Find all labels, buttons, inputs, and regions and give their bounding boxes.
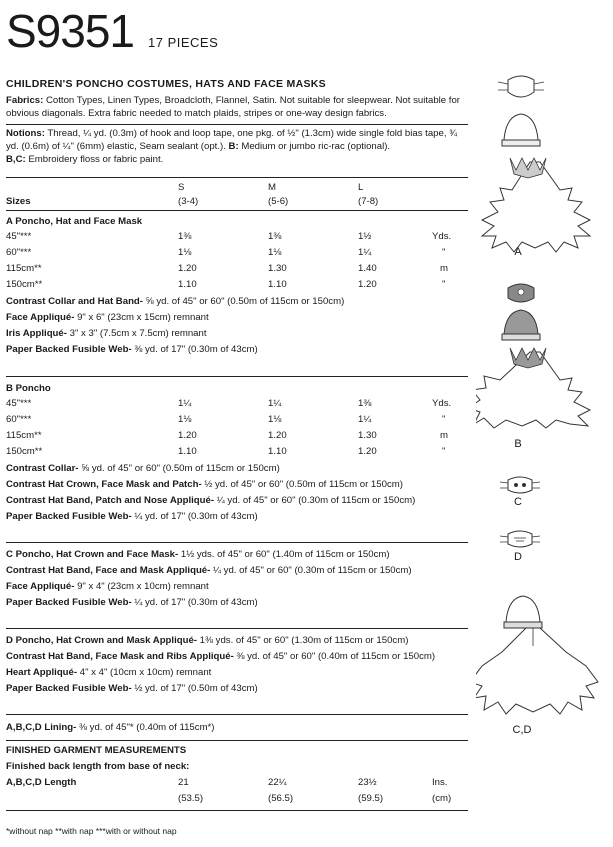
- width-cell: 115cm**: [6, 263, 42, 274]
- notions-paragraph: [6, 127, 468, 166]
- list-item: [6, 478, 476, 491]
- item-text: 4" x 4" (10cm x 10cm) remnant: [77, 667, 212, 678]
- list-item: [6, 462, 476, 475]
- table-row: [6, 792, 468, 805]
- pattern-title: CHILDREN'S PONCHO COSTUMES, HATS AND FACE MASKS: [6, 78, 326, 90]
- item-label: Contrast Hat Band, Patch and Nose Appliqué-: [6, 495, 215, 506]
- list-item: [6, 596, 476, 609]
- item-text: ½ yd. of 45" or 60" (0.50m of 115cm or 150cm): [201, 479, 403, 490]
- section-b-title-text: B Poncho: [6, 383, 51, 394]
- list-item: [6, 564, 476, 577]
- view-a-label: A: [514, 246, 522, 258]
- s-cell: (53.5): [178, 793, 204, 804]
- width-cell: 60"***: [6, 414, 32, 425]
- divider: [6, 542, 468, 543]
- width-cell: 45"***: [6, 231, 32, 242]
- item-text: ⅝ yd. of 45" or 60" (0.50m of 115cm or 150cm): [78, 463, 280, 474]
- item-label: Iris Appliqué-: [6, 328, 67, 339]
- size-m-range: (5-6): [268, 196, 289, 207]
- view-cd-label: C,D: [512, 724, 532, 736]
- m-cell: 1⅛: [268, 414, 282, 425]
- item-label: Heart Appliqué-: [6, 667, 78, 678]
- unit-cell: (cm): [432, 793, 452, 804]
- fabrics-text: Cotton Types, Linen Types, Broadcloth, Flannel, Satin. Not suitable for sleepwear. Not suitable for obvious diagonals. Extra fabric needed to match plaids, stripes or one-way design fabrics.: [6, 95, 461, 119]
- length-label: A,B,C,D Length: [6, 777, 77, 788]
- table-row: [6, 397, 468, 410]
- item-label: A,B,C,D Lining-: [6, 722, 77, 733]
- item-text: 9" x 4" (23cm x 10cm) remnant: [74, 581, 209, 592]
- item-text: ⅝ yd. of 45" or 60" (0.50m of 115cm or 150cm): [143, 296, 345, 307]
- list-item: [6, 580, 476, 593]
- size-s-range: (3-4): [178, 196, 199, 207]
- item-text: 1⅜ yds. of 45" or 60" (1.30m of 115cm or 150cm): [197, 635, 409, 646]
- sizes-letters-row: [6, 181, 468, 194]
- divider: [6, 628, 468, 629]
- item-text: ⅜ yd. of 45"* (0.40m of 115cm*): [76, 722, 215, 733]
- item-label: Contrast Hat Band, Face Mask and Ribs Appliqué-: [6, 651, 234, 662]
- fabrics-label: Fabrics:: [6, 95, 44, 106]
- unit-cell: ": [442, 446, 446, 457]
- size-l-range: (7-8): [358, 196, 379, 207]
- sizes-range-row: [6, 195, 468, 208]
- notions-text: Thread, ¼ yd. (0.3m) of hook and loop tape, one pkg. of ½" (1.3cm) wide single fold bias tape, ¾ yd. (0.6m) of ¼" (6mm) elastic, Seam sealant (opt.).: [6, 128, 458, 152]
- list-item: [6, 311, 476, 324]
- width-cell: 45"***: [6, 398, 32, 409]
- section-a-title: [6, 215, 468, 228]
- width-cell: 60"***: [6, 247, 32, 258]
- s-cell: 1⅛: [178, 247, 192, 258]
- m-cell: 1.30: [268, 263, 287, 274]
- list-item: [6, 548, 476, 561]
- divider: [6, 810, 468, 811]
- item-label: Contrast Collar-: [6, 463, 79, 474]
- table-row: [6, 278, 468, 291]
- table-row: [6, 413, 468, 426]
- section-a-title-text: A Poncho, Hat and Face Mask: [6, 216, 143, 227]
- item-text: ¼ yd. of 45" or 60" (0.30m of 115cm or 150cm): [214, 495, 416, 506]
- item-label: C Poncho, Hat Crown and Face Mask-: [6, 549, 179, 560]
- section-b-title: [6, 382, 468, 395]
- m-cell: 1.10: [268, 279, 287, 290]
- divider: [6, 177, 468, 178]
- view-c-mask-illustration: [498, 474, 548, 496]
- list-item: [6, 494, 476, 507]
- item-text: ¼ yd. of 17" (0.30m of 43cm): [131, 597, 258, 608]
- unit-cell: ": [442, 247, 446, 258]
- divider: [6, 124, 468, 125]
- divider: [6, 210, 468, 211]
- table-row: [6, 776, 468, 789]
- finished-subtitle: [6, 760, 476, 773]
- unit-cell: ": [442, 414, 446, 425]
- list-item: [6, 295, 476, 308]
- view-a-illustration: [476, 70, 613, 260]
- view-b-label: B: [514, 438, 522, 450]
- unit-cell: Ins.: [432, 777, 448, 788]
- item-text: ⅜ yd. of 17" (0.30m of 43cm): [131, 344, 258, 355]
- l-cell: 1.30: [358, 430, 377, 441]
- item-label: Paper Backed Fusible Web-: [6, 597, 132, 608]
- list-item: [6, 634, 476, 647]
- item-label: Face Appliqué-: [6, 312, 75, 323]
- item-label: Contrast Hat Crown, Face Mask and Patch-: [6, 479, 202, 490]
- view-b-illustration: [476, 280, 613, 430]
- item-text: ½ yd. of 17" (0.50m of 43cm): [131, 683, 258, 694]
- item-label: D Poncho, Hat Crown and Mask Appliqué-: [6, 635, 197, 646]
- item-text: 1½ yds. of 45" or 60" (1.40m of 115cm or 150cm): [178, 549, 390, 560]
- m-cell: 1¼: [268, 398, 282, 409]
- item-text: ¼ yd. of 17" (0.30m of 43cm): [131, 511, 258, 522]
- size-s: S: [178, 182, 185, 193]
- item-label: Paper Backed Fusible Web-: [6, 511, 132, 522]
- header: [6, 5, 219, 57]
- view-c-label: C: [514, 496, 522, 508]
- table-row: [6, 262, 468, 275]
- m-cell: 1⅜: [268, 231, 282, 242]
- l-cell: 1¼: [358, 414, 372, 425]
- l-cell: 1.20: [358, 446, 377, 457]
- sizes-label: Sizes: [6, 196, 31, 207]
- s-cell: 21: [178, 777, 189, 788]
- unit-cell: ": [442, 279, 446, 290]
- s-cell: 1.10: [178, 446, 197, 457]
- l-cell: 1⅜: [358, 398, 372, 409]
- table-row: [6, 429, 468, 442]
- s-cell: 1.10: [178, 279, 197, 290]
- pattern-number: S9351: [6, 5, 135, 57]
- notions-b-label: B:: [228, 141, 239, 152]
- item-label: Paper Backed Fusible Web-: [6, 683, 132, 694]
- list-item: [6, 666, 476, 679]
- list-item: [6, 343, 476, 356]
- l-cell: 1.40: [358, 263, 377, 274]
- m-cell: 1.10: [268, 446, 287, 457]
- width-cell: 150cm**: [6, 279, 43, 290]
- l-cell: (59.5): [358, 793, 384, 804]
- unit-cell: Yds.: [432, 231, 452, 242]
- divider: [6, 376, 468, 377]
- size-l: L: [358, 182, 364, 193]
- s-cell: 1¼: [178, 398, 192, 409]
- list-item: [6, 650, 476, 663]
- table-row: [6, 246, 468, 259]
- item-text: ⅜ yd. of 45" or 60" (0.40m of 115cm or 150cm): [233, 651, 436, 662]
- list-item: [6, 327, 476, 340]
- piece-count: 17 PIECES: [148, 35, 219, 50]
- item-label: Paper Backed Fusible Web-: [6, 344, 132, 355]
- width-cell: 150cm**: [6, 446, 43, 457]
- view-cd-illustration: [476, 586, 613, 716]
- m-cell: 1⅛: [268, 247, 282, 258]
- s-cell: 1⅜: [178, 231, 192, 242]
- l-cell: 23½: [358, 777, 377, 788]
- item-text: ¼ yd. of 45" or 60" (0.30m of 115cm or 150cm): [210, 565, 412, 576]
- notions-bc-text: Embroidery floss or fabric paint.: [25, 154, 164, 165]
- unit-cell: Yds.: [432, 398, 452, 409]
- view-d-mask-illustration: [498, 528, 548, 550]
- finished-subtitle-text: Finished back length from base of neck:: [6, 761, 190, 772]
- divider: [6, 740, 468, 741]
- item-text: 9" x 6" (23cm x 15cm) remnant: [74, 312, 209, 323]
- m-cell: 1.20: [268, 430, 287, 441]
- width-cell: 115cm**: [6, 430, 42, 441]
- item-label: Face Appliqué-: [6, 581, 75, 592]
- table-row: [6, 445, 468, 458]
- notions-b-text: Medium or jumbo ric-rac (optional).: [238, 141, 391, 152]
- l-cell: 1¼: [358, 247, 372, 258]
- divider: [6, 714, 468, 715]
- item-text: 3" x 3" (7.5cm x 7.5cm) remnant: [66, 328, 207, 339]
- s-cell: 1.20: [178, 430, 197, 441]
- view-d-label: D: [514, 551, 522, 563]
- fabrics-paragraph: [6, 94, 468, 120]
- notions-label: Notions:: [6, 128, 45, 139]
- list-item: [6, 682, 476, 695]
- finished-title: [6, 744, 476, 757]
- l-cell: 1.20: [358, 279, 377, 290]
- item-label: Contrast Collar and Hat Band-: [6, 296, 143, 307]
- footnote: *without nap **with nap ***with or without nap: [6, 826, 177, 836]
- m-cell: 22¼: [268, 777, 287, 788]
- s-cell: 1.20: [178, 263, 197, 274]
- size-m: M: [268, 182, 276, 193]
- m-cell: (56.5): [268, 793, 294, 804]
- finished-title-text: FINISHED GARMENT MEASUREMENTS: [6, 745, 187, 756]
- l-cell: 1½: [358, 231, 372, 242]
- item-label: Contrast Hat Band, Face and Mask Appliqué-: [6, 565, 211, 576]
- unit-cell: m: [440, 263, 448, 274]
- unit-cell: m: [440, 430, 448, 441]
- notions-bc-label: B,C:: [6, 154, 26, 165]
- s-cell: 1⅛: [178, 414, 192, 425]
- table-row: [6, 230, 468, 243]
- list-item: [6, 510, 476, 523]
- lining-line: [6, 721, 476, 734]
